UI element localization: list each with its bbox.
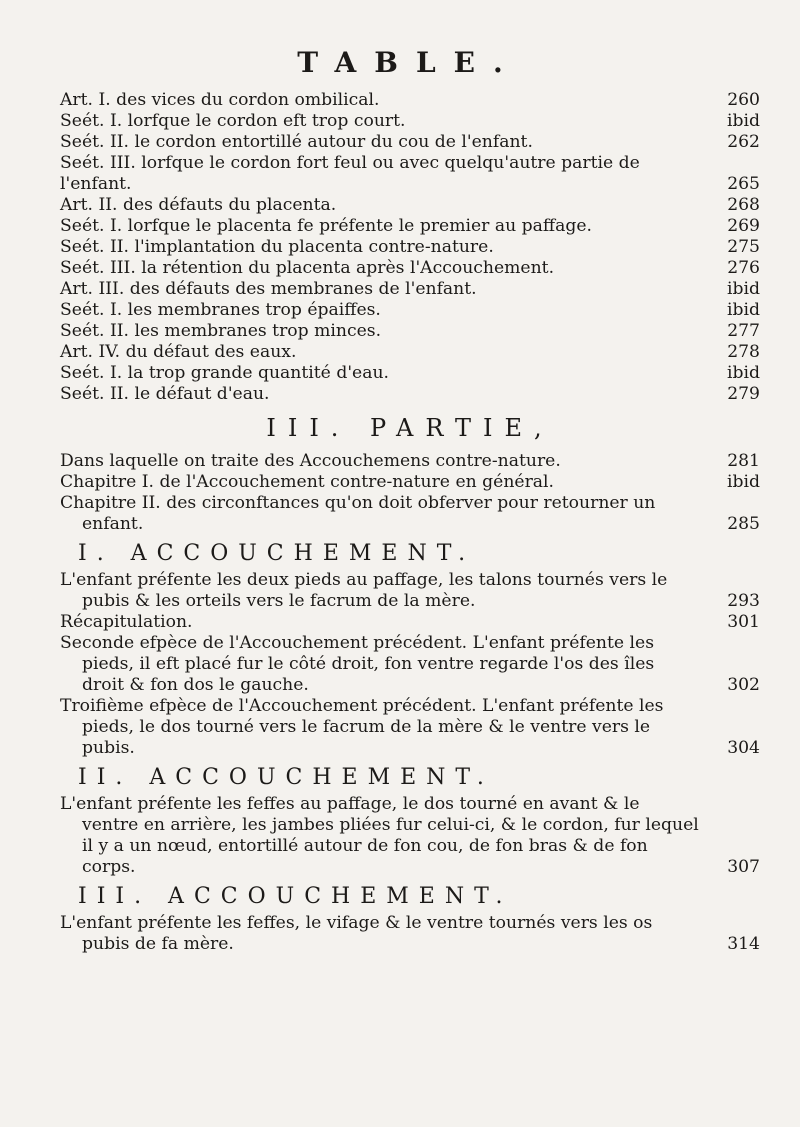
toc-entry-text: Dans laquelle on traite des Accouchemens contre-nature. (60, 451, 561, 471)
toc-entry-text: Troifième efpèce de l'Accouchement précédent. L'enfant préfente les pieds, le dos tourné vers le facrum de la mère & le ventre vers le pubis. (60, 696, 664, 758)
entries-part-b (60, 451, 760, 535)
toc-entry-text: Seconde efpèce de l'Accouchement précédent. L'enfant préfente les pieds, il eft placé fur le côté droit, fon ventre regarde l'os des îles droit & fon dos le gauche. (60, 633, 655, 695)
toc-entry-page: 302 (727, 675, 760, 695)
page-header: TABLE. (297, 46, 521, 79)
toc-entry (60, 321, 760, 342)
toc-entry-page: 304 (727, 738, 760, 758)
toc-entry (60, 794, 760, 878)
toc-entry-page: 277 (727, 321, 760, 341)
toc-entry-page: 278 (727, 342, 760, 362)
toc-entry-text: Seét. II. les membranes trop minces. (60, 321, 382, 341)
toc-entry-page: 269 (727, 216, 760, 236)
toc-entry-text: L'enfant préfente les deux pieds au paffage, les talons tournés vers le pubis & les orteils vers le facrum de la mère. (60, 570, 668, 611)
toc-entry-text: Art. IV. du défaut des eaux. (60, 342, 297, 362)
toc-entry-page: 285 (727, 514, 760, 534)
toc-entry-text: Seét. I. les membranes trop épaiffes. (60, 300, 381, 320)
toc-entry-page: 314 (727, 934, 760, 954)
entries-subsection-1 (60, 570, 760, 759)
toc-entry-page: ibid (727, 279, 760, 299)
toc-entry (60, 132, 760, 153)
toc-entry-page: 276 (727, 258, 760, 278)
toc-entry-page: 265 (727, 174, 760, 194)
toc-entry (60, 472, 760, 493)
toc-entry-page: 275 (727, 237, 760, 257)
toc-entry (60, 237, 760, 258)
toc-entry (60, 384, 760, 405)
toc-entry-page: ibid (727, 111, 760, 131)
toc-entry-text: Chapitre II. des circonftances qu'on doit obferver pour retourner un enfant. (60, 493, 656, 534)
toc-entry-text: Seét. III. lorfque le cordon fort feul ou avec quelqu'autre partie de l'enfant. (60, 153, 640, 194)
toc-entry (60, 633, 760, 696)
toc-entry (60, 570, 760, 612)
toc-entry (60, 195, 760, 216)
toc-entry-text: Art. III. des défauts des membranes de l'enfant. (60, 279, 477, 299)
toc-entry (60, 300, 760, 321)
toc-entry-text: Seét. I. la trop grande quantité d'eau. (60, 363, 389, 383)
toc-entry (60, 451, 760, 472)
toc-entry (60, 279, 760, 300)
toc-entry (60, 111, 760, 132)
table-of-contents (60, 90, 760, 955)
toc-entry-text: Seét. I. lorfque le cordon eft trop court. (60, 111, 406, 131)
toc-entry-text: Chapitre I. de l'Accouchement contre-nature en général. (60, 472, 554, 492)
toc-entry-text: Seét. II. le défaut d'eau. (60, 384, 270, 404)
subsection-title-1: I. ACCOUCHEMENT. (78, 541, 476, 566)
toc-entry (60, 90, 760, 111)
toc-entry (60, 153, 760, 195)
toc-entry-text: Art. I. des vices du cordon ombilical. (60, 90, 380, 110)
toc-entry-text: L'enfant préfente les feffes au paffage, le dos tourné en avant & le ventre en arrière, les jambes pliées fur celui-ci, & le cordon, fur lequel il y a un nœud, entortillé autour de fon cou, de fon bras & de fon corps. (60, 794, 699, 877)
toc-entry-page: 281 (727, 451, 760, 471)
toc-entry-text: Seét. II. le cordon entortillé autour du cou de l'enfant. (60, 132, 533, 152)
toc-entry-page: ibid (727, 363, 760, 383)
toc-entry-page: ibid (727, 300, 760, 320)
subsection-title-2: II. ACCOUCHEMENT. (78, 765, 494, 790)
entries-subsection-3 (60, 913, 760, 955)
toc-entry (60, 363, 760, 384)
toc-entry (60, 216, 760, 237)
toc-entry-page: 301 (727, 612, 760, 632)
toc-entry-page: 293 (727, 591, 760, 611)
toc-entry (60, 493, 760, 535)
toc-entry-page: 262 (727, 132, 760, 152)
toc-entry (60, 913, 760, 955)
toc-entry-text: Seét. I. lorfque le placenta fe préfente le premier au paffage. (60, 216, 592, 236)
subsection-title-3: III. ACCOUCHEMENT. (78, 884, 513, 909)
toc-entry-page: 279 (727, 384, 760, 404)
toc-entry-page: 260 (727, 90, 760, 110)
toc-entry (60, 612, 760, 633)
toc-entry-text: Seét. III. la rétention du placenta après l'Accouchement. (60, 258, 555, 278)
toc-entry (60, 342, 760, 363)
part-title: III. PARTIE, (266, 414, 554, 442)
toc-entry-text: L'enfant préfente les feffes, le vifage & le ventre tournés vers les os pubis de fa mère. (60, 913, 653, 954)
toc-entry-text: Seét. II. l'implantation du placenta contre-nature. (60, 237, 494, 257)
entries-subsection-2 (60, 794, 760, 878)
toc-entry-text: Récapitulation. (60, 612, 193, 632)
entries-part-a (60, 90, 760, 405)
toc-entry (60, 258, 760, 279)
toc-entry (60, 696, 760, 759)
toc-entry-page: 307 (727, 857, 760, 877)
toc-entry-text: Art. II. des défauts du placenta. (60, 195, 337, 215)
toc-entry-page: ibid (727, 472, 760, 492)
toc-entry-page: 268 (727, 195, 760, 215)
